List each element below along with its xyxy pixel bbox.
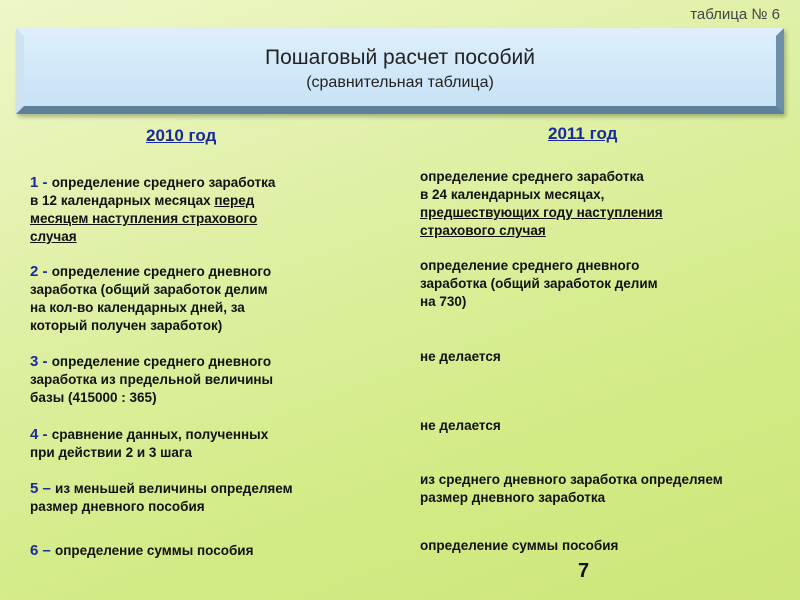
step-text-underlined: , bbox=[600, 187, 605, 202]
title-box bbox=[16, 28, 784, 114]
step-text: заработка (общий заработок делим bbox=[30, 282, 268, 297]
step-text: не делается bbox=[420, 418, 501, 433]
year-2011-heading: 2011 год bbox=[548, 124, 618, 143]
step-text: не делается bbox=[420, 349, 501, 364]
step-text-underlined: страхового случая bbox=[420, 223, 546, 238]
step-text-underlined: месяцем наступления страхового bbox=[30, 211, 258, 226]
step-text: определение среднего дневного bbox=[420, 258, 640, 273]
right-step-4 bbox=[420, 417, 501, 435]
step-text: определение суммы пособия bbox=[420, 538, 619, 553]
right-step-6 bbox=[420, 537, 618, 555]
left-step-5 bbox=[30, 480, 293, 516]
step-text: из меньшей величины определяем bbox=[55, 481, 293, 496]
page-subtitle: (сравнительная таблица) bbox=[306, 74, 494, 91]
step-text: заработка из предельной величины bbox=[30, 372, 274, 387]
right-step-1 bbox=[420, 168, 663, 240]
step-text: сравнение данных, полученных bbox=[51, 427, 269, 442]
step-number: 1 - bbox=[30, 174, 52, 191]
step-text-underlined: предшествующих году наступления bbox=[420, 205, 663, 220]
step-text: при действии 2 и 3 шага bbox=[30, 445, 193, 460]
step-text: определение суммы пособия bbox=[55, 543, 254, 558]
step-text: на 730) bbox=[420, 294, 467, 309]
page-title: Пошаговый расчет пособий bbox=[265, 46, 535, 69]
step-text: размер дневного пособия bbox=[30, 499, 205, 514]
step-text: на кол-во календарных дней, за bbox=[30, 300, 245, 315]
right-step-5 bbox=[420, 471, 723, 507]
step-text-underlined: случая bbox=[30, 229, 77, 244]
left-step-1 bbox=[30, 174, 275, 246]
step-text: из среднего дневного заработка определяем bbox=[420, 472, 723, 487]
step-text: определение среднего заработка bbox=[51, 175, 276, 190]
step-text: размер дневного заработка bbox=[420, 490, 606, 505]
step-text: определение среднего заработка bbox=[420, 169, 644, 184]
step-number: 2 - bbox=[30, 263, 52, 280]
step-text: базы (415000 : 365) bbox=[30, 390, 157, 405]
step-text: который получен заработок) bbox=[30, 318, 223, 333]
step-number: 4 - bbox=[30, 426, 52, 443]
step-text: определение среднего дневного bbox=[51, 354, 272, 369]
table-number-label: таблица № 6 bbox=[690, 6, 780, 23]
left-step-2 bbox=[30, 263, 271, 335]
right-step-3 bbox=[420, 348, 501, 366]
right-step-2 bbox=[420, 257, 658, 311]
left-step-3 bbox=[30, 353, 273, 407]
step-number: 6 – bbox=[30, 542, 56, 559]
step-text-underlined: перед bbox=[214, 193, 255, 208]
step-number: 5 – bbox=[30, 480, 56, 497]
page-number: 7 bbox=[578, 560, 590, 582]
left-step-4 bbox=[30, 426, 268, 462]
step-text: определение среднего дневного bbox=[51, 264, 272, 279]
year-2010-heading: 2010 год bbox=[146, 126, 217, 145]
step-text: заработка (общий заработок делим bbox=[420, 276, 658, 291]
step-number: 3 - bbox=[30, 353, 52, 370]
step-text: в 24 календарных месяцах bbox=[420, 187, 601, 202]
step-text: в 12 календарных месяцах bbox=[30, 193, 215, 208]
left-step-6 bbox=[30, 542, 253, 560]
